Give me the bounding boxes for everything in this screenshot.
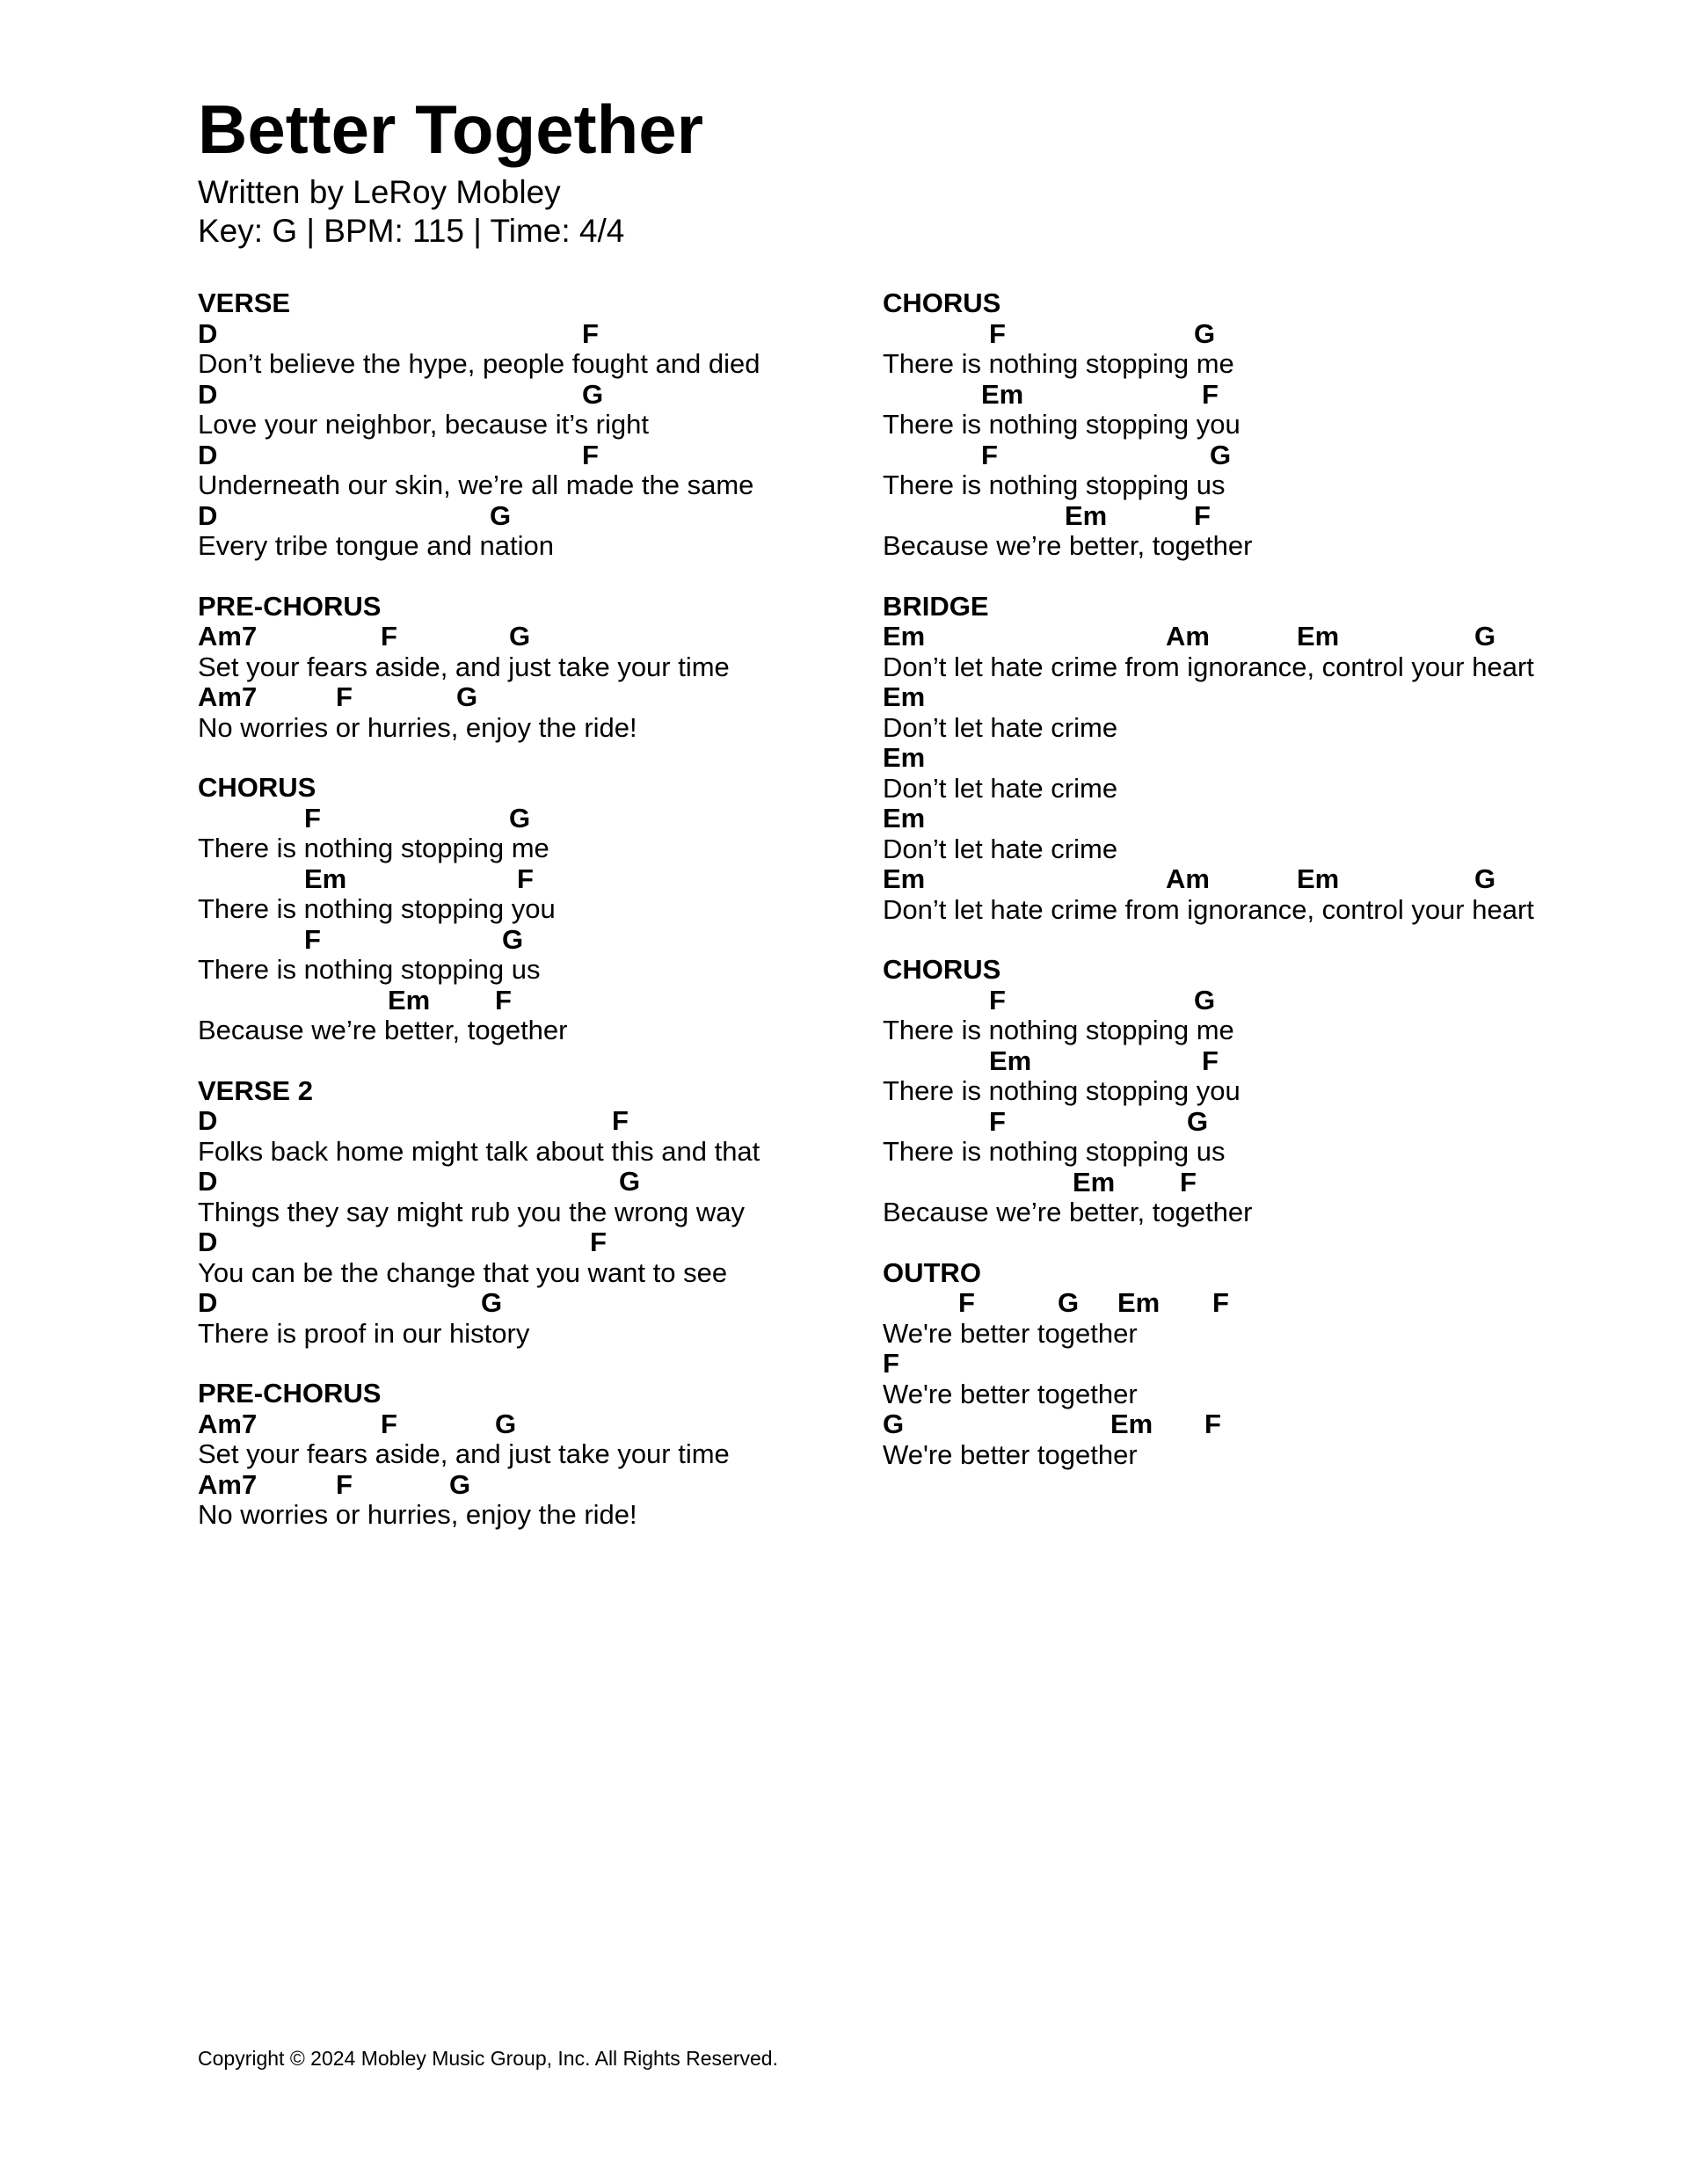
- lyric-line: Don’t let hate crime: [883, 833, 1118, 864]
- right-column: [883, 288, 1534, 1500]
- lyric-line: Because we’re better, together: [883, 1197, 1253, 1227]
- chord-symbol: D: [198, 1287, 218, 1318]
- chord-symbol: D: [198, 1166, 218, 1197]
- section-chorus-2: [883, 288, 1534, 562]
- chord-row: [883, 501, 1534, 532]
- chord-symbol: F: [1202, 1045, 1219, 1076]
- chord-row: [883, 1349, 1534, 1380]
- left-column: [198, 288, 760, 1561]
- chord-symbol: F: [958, 1287, 975, 1318]
- lyric-line: Don’t let hate crime from ignorance, control your heart: [883, 893, 1534, 925]
- chord-row: [883, 1107, 1534, 1138]
- chord-symbol: F: [1180, 1166, 1197, 1198]
- section-heading: PRE-CHORUS: [198, 590, 382, 622]
- chord-symbol: F: [381, 621, 397, 652]
- chord-symbol: F: [304, 923, 321, 955]
- chord-row: [198, 925, 760, 956]
- section-heading: CHORUS: [883, 288, 1001, 318]
- chord-symbol: G: [509, 802, 531, 834]
- lyric-line: Every tribe tongue and nation: [198, 530, 554, 561]
- chord-symbol: G: [481, 1287, 503, 1318]
- chord-symbol: D: [198, 1227, 218, 1257]
- chord-row: [883, 380, 1534, 411]
- chord-symbol: Em: [883, 681, 926, 712]
- chord-symbol: F: [1204, 1409, 1221, 1439]
- chord-symbol: F: [612, 1105, 629, 1136]
- chord-symbol: Em: [304, 863, 347, 894]
- chord-symbol: D: [198, 439, 218, 470]
- chord-symbol: Em: [1117, 1287, 1160, 1318]
- lyric-line: Love your neighbor, because it’s right: [198, 409, 649, 440]
- lyric-line: Because we’re better, together: [198, 1015, 568, 1045]
- chord-symbol: Em: [883, 742, 926, 773]
- lyric-line: We're better together: [883, 1378, 1138, 1409]
- chord-row: [883, 319, 1534, 350]
- section-pre-chorus-2: [198, 1379, 760, 1531]
- chord-symbol: F: [1202, 378, 1219, 410]
- chord-symbol: F: [517, 863, 534, 894]
- chord-symbol: Am7: [198, 1468, 258, 1500]
- section-heading: PRE-CHORUS: [198, 1378, 382, 1409]
- lyric-line: Set your fears aside, and just take your time: [198, 651, 730, 682]
- chord-symbol: Em: [1110, 1409, 1153, 1439]
- lyric-line: No worries or hurries, enjoy the ride!: [198, 1499, 637, 1530]
- song-meta: Key: G | BPM: 115 | Time: 4/4: [198, 213, 625, 249]
- chord-symbol: F: [336, 1468, 353, 1500]
- chord-symbol: F: [582, 317, 599, 349]
- chord-symbol: Em: [981, 378, 1024, 410]
- lyric-line: There is nothing stopping us: [883, 470, 1226, 500]
- chord-symbol: Am7: [198, 621, 258, 652]
- chord-row: [198, 1409, 760, 1440]
- chord-symbol: G: [1187, 1105, 1209, 1137]
- chord-row: [883, 622, 1534, 652]
- chord-symbol: F: [582, 439, 599, 470]
- chord-row: [198, 501, 760, 532]
- lyric-line: Set your fears aside, and just take your time: [198, 1438, 730, 1469]
- chord-symbol: Em: [1065, 499, 1108, 531]
- chord-row: [883, 1288, 1534, 1319]
- lyric-line: Don’t let hate crime: [883, 711, 1118, 743]
- section-verse-2: [198, 1076, 760, 1350]
- chord-symbol: D: [198, 378, 218, 410]
- chord-row: [198, 864, 760, 895]
- chord-symbol: Em: [883, 803, 926, 834]
- chord-symbol: Em: [883, 621, 926, 652]
- lyric-line: There is nothing stopping me: [883, 348, 1234, 379]
- chord-symbol: D: [198, 1105, 218, 1136]
- chord-symbol: F: [304, 802, 321, 834]
- section-heading: CHORUS: [883, 954, 1001, 985]
- lyric-line: There is nothing stopping you: [883, 1075, 1241, 1106]
- lyric-line: We're better together: [883, 1438, 1138, 1470]
- chord-symbol: F: [989, 317, 1006, 349]
- chord-symbol: Am: [1166, 621, 1210, 652]
- chord-symbol: F: [989, 984, 1006, 1016]
- chord-row: [883, 1046, 1534, 1077]
- chord-symbol: Em: [883, 863, 926, 894]
- lyric-line: Don’t let hate crime from ignorance, control your heart: [883, 651, 1534, 682]
- chord-symbol: Em: [1297, 621, 1340, 652]
- chord-row: [883, 1168, 1534, 1198]
- lyric-line: We're better together: [883, 1317, 1138, 1349]
- chord-row: [883, 804, 1534, 834]
- chord-symbol: G: [449, 1468, 471, 1500]
- chord-symbol: Am: [1166, 863, 1210, 894]
- chord-symbol: F: [883, 1348, 899, 1379]
- chord-symbol: F: [590, 1227, 607, 1257]
- chord-symbol: F: [989, 1105, 1006, 1137]
- chord-row: [883, 743, 1534, 774]
- chord-symbol: G: [509, 621, 531, 652]
- section-outro: [883, 1258, 1534, 1471]
- section-heading: BRIDGE: [883, 590, 989, 622]
- chord-symbol: G: [883, 1409, 905, 1439]
- lyric-line: Underneath our skin, we’re all made the same: [198, 470, 754, 500]
- chord-symbol: G: [1194, 984, 1216, 1016]
- chord-row: [198, 440, 760, 471]
- chord-row: [198, 682, 760, 713]
- lyric-line: There is nothing stopping me: [198, 833, 549, 863]
- chord-row: [198, 986, 760, 1016]
- chord-row: [883, 440, 1534, 471]
- section-heading: VERSE 2: [198, 1074, 313, 1106]
- lyric-line: You can be the change that you want to see: [198, 1256, 728, 1288]
- chord-symbol: G: [1474, 621, 1496, 652]
- chord-row: [198, 380, 760, 411]
- lyric-line: No worries or hurries, enjoy the ride!: [198, 711, 637, 743]
- chord-symbol: G: [495, 1408, 517, 1439]
- section-chorus-1: [198, 773, 760, 1046]
- lyric-line: Folks back home might talk about this and that: [198, 1135, 760, 1167]
- chord-symbol: Em: [1297, 863, 1340, 894]
- chord-symbol: G: [456, 681, 478, 712]
- chord-symbol: G: [1210, 439, 1232, 470]
- chord-symbol: G: [502, 923, 524, 955]
- chord-row: [883, 986, 1534, 1016]
- lyric-line: There is proof in our history: [198, 1317, 530, 1349]
- chord-symbol: D: [198, 317, 218, 349]
- section-heading: CHORUS: [198, 772, 316, 803]
- lyric-line: Things they say might rub you the wrong way: [198, 1196, 746, 1227]
- chord-symbol: Em: [1073, 1166, 1116, 1198]
- chord-symbol: F: [381, 1408, 397, 1439]
- chord-row: [198, 1470, 760, 1501]
- chord-row: [198, 319, 760, 350]
- lyric-line: There is nothing stopping us: [883, 1136, 1226, 1167]
- lyric-line: Because we’re better, together: [883, 530, 1253, 561]
- chord-symbol: G: [490, 499, 512, 531]
- chord-symbol: Em: [388, 984, 431, 1016]
- chord-row: [198, 1167, 760, 1198]
- chord-symbol: F: [1212, 1287, 1229, 1318]
- chord-row: [198, 804, 760, 834]
- chord-row: [883, 682, 1534, 713]
- chord-symbol: Em: [989, 1045, 1032, 1076]
- chord-row: [883, 1409, 1534, 1440]
- lyric-line: There is nothing stopping us: [198, 954, 541, 985]
- chord-symbol: F: [1194, 499, 1211, 531]
- chord-symbol: Am7: [198, 1408, 258, 1439]
- chord-row: [883, 864, 1534, 895]
- chord-row: [198, 1288, 760, 1319]
- song-writer: Written by LeRoy Mobley: [198, 174, 561, 210]
- copyright-notice: Copyright © 2024 Mobley Music Group, Inc. All Rights Reserved.: [198, 2047, 778, 2070]
- lyric-line: Don’t let hate crime: [883, 772, 1118, 804]
- chord-symbol: F: [336, 681, 353, 712]
- chord-symbol: G: [582, 378, 604, 410]
- chord-symbol: G: [1474, 863, 1496, 894]
- chord-symbol: D: [198, 499, 218, 531]
- lyric-line: Don’t believe the hype, people fought and died: [198, 348, 760, 379]
- section-verse: [198, 288, 760, 562]
- section-pre-chorus-1: [198, 592, 760, 744]
- chord-row: [198, 1227, 760, 1258]
- chord-symbol: G: [1194, 317, 1216, 349]
- lyric-line: There is nothing stopping you: [883, 409, 1241, 440]
- chord-symbol: G: [1058, 1287, 1080, 1318]
- chord-symbol: F: [981, 439, 998, 470]
- section-heading: OUTRO: [883, 1256, 981, 1288]
- section-heading: VERSE: [198, 288, 291, 318]
- chord-symbol: G: [619, 1166, 641, 1197]
- chord-row: [198, 622, 760, 652]
- lyric-line: There is nothing stopping me: [883, 1015, 1234, 1045]
- chord-symbol: F: [495, 984, 512, 1016]
- lyric-line: There is nothing stopping you: [198, 893, 556, 924]
- section-bridge: [883, 592, 1534, 926]
- section-chorus-3: [883, 955, 1534, 1228]
- song-title: Better Together: [198, 91, 703, 168]
- chord-row: [198, 1106, 760, 1137]
- chord-symbol: Am7: [198, 681, 258, 712]
